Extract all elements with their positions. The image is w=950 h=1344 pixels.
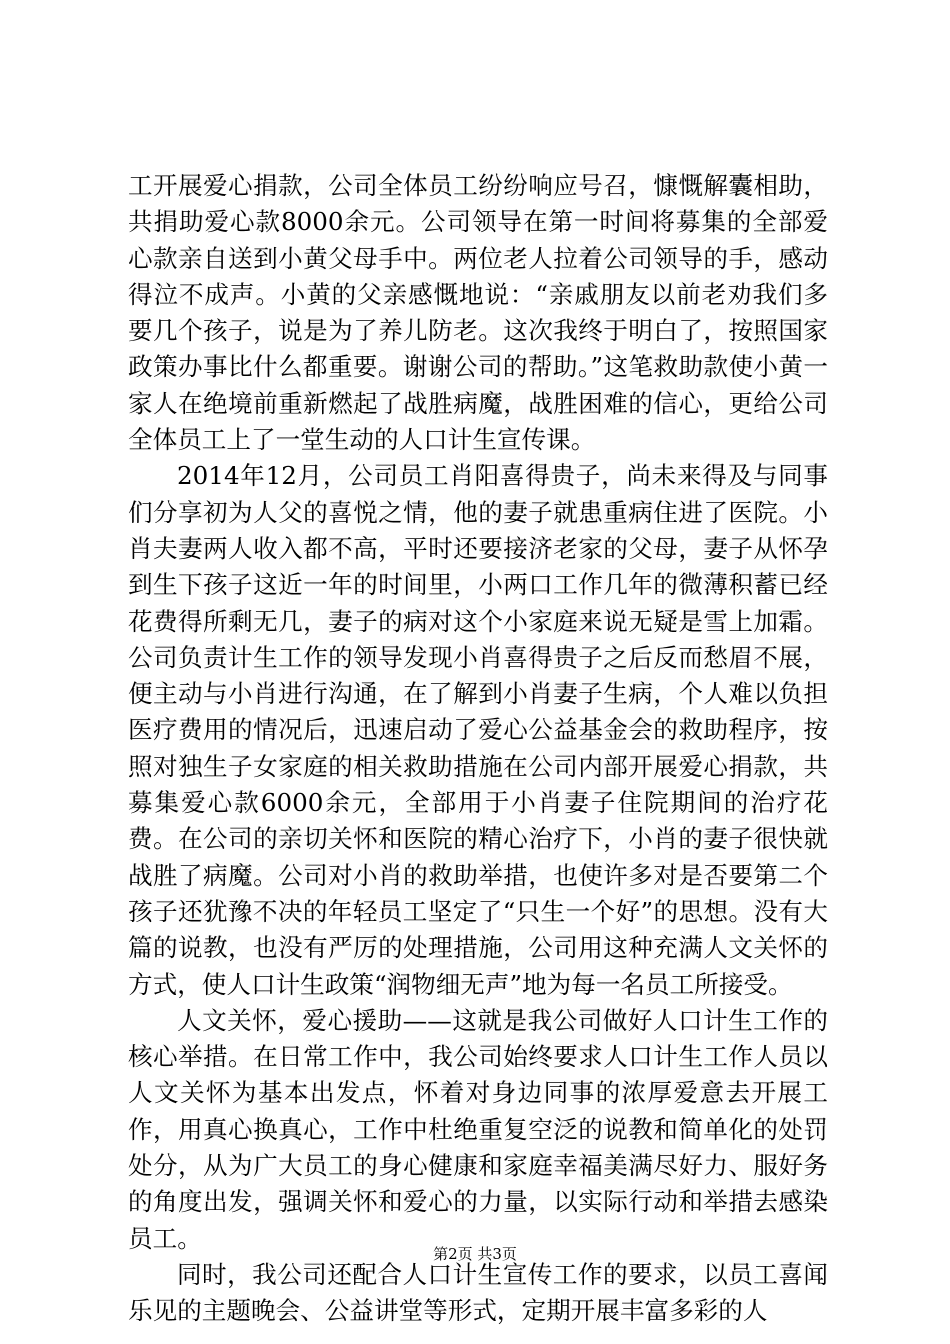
paragraph-4: 同时，我公司还配合人口计生宣传工作的要求，以员工喜闻乐见的主题晚会、公益讲堂等形式，定期开展丰富多彩的人 — [128, 1259, 828, 1326]
paragraph-3: 人文关怀，爱心援助——这就是我公司做好人口计生工作的核心举措。在日常工作中，我公司始终要求人口计生工作人员以人文关怀为基本出发点，怀着对身边同事的浓厚爱意去开展工作，用真心换真心，工作中杜绝重复空泛的说教和简单化的处罚处分，从为广大员工的身心健康和家庭幸福美满尽好力、服好务的角度出发，强调关怀和爱心的力量，以实际行动和举措去感染员工。 — [128, 1005, 828, 1253]
page-footer: 第2页 共3页 — [433, 1245, 517, 1263]
document-body — [128, 168, 828, 1330]
paragraph-1: 工开展爱心捐款，公司全体员工纷纷响应号召，慷慨解囊相助，共捐助爱心款8000余元。公司领导在第一时间将募集的全部爱心款亲自送到小黄父母手中。两位老人拉着公司领导的手，感动得泣不成声。小黄的父亲感慨地说：“亲戚朋友以前老劝我们多要几个孩子，说是为了养儿防老。这次我终于明白了，按照国家政策办事比什么都重要。谢谢公司的帮助。”这笔救助款使小黄一家人在绝境前重新燃起了战胜病魔，战胜困难的信心，更给公司全体员工上了一堂生动的人口计生宣传课。 — [128, 171, 828, 455]
paragraph-2: 2014年12月，公司员工肖阳喜得贵子，尚未来得及与同事们分享初为人父的喜悦之情，他的妻子就患重病住进了医院。小肖夫妻两人收入都不高，平时还要接济老家的父母，妻子从怀孕到生下孩子这近一年的时间里，小两口工作几年的微薄积蓄已经花费得所剩无几，妻子的病对这个小家庭来说无疑是雪上加霜。公司负责计生工作的领导发现小肖喜得贵子之后反而愁眉不展，便主动与小肖进行沟通，在了解到小肖妻子生病，个人难以负担医疗费用的情况后，迅速启动了爱心公益基金会的救助程序，按照对独生子女家庭的相关救助措施在公司内部开展爱心捐款，共募集爱心款6000余元，全部用于小肖妻子住院期间的治疗花费。在公司的亲切关怀和医院的精心治疗下，小肖的妻子很快就战胜了病魔。公司对小肖的救助举措，也使许多对是否要第二个孩子还犹豫不决的年轻员工坚定了“只生一个好”的思想。没有大篇的说教，也没有严厉的处理措施，公司用这种充满人文关怀的方式，使人口计生政策“润物细无声”地为每一名员工所接受。 — [128, 461, 828, 999]
